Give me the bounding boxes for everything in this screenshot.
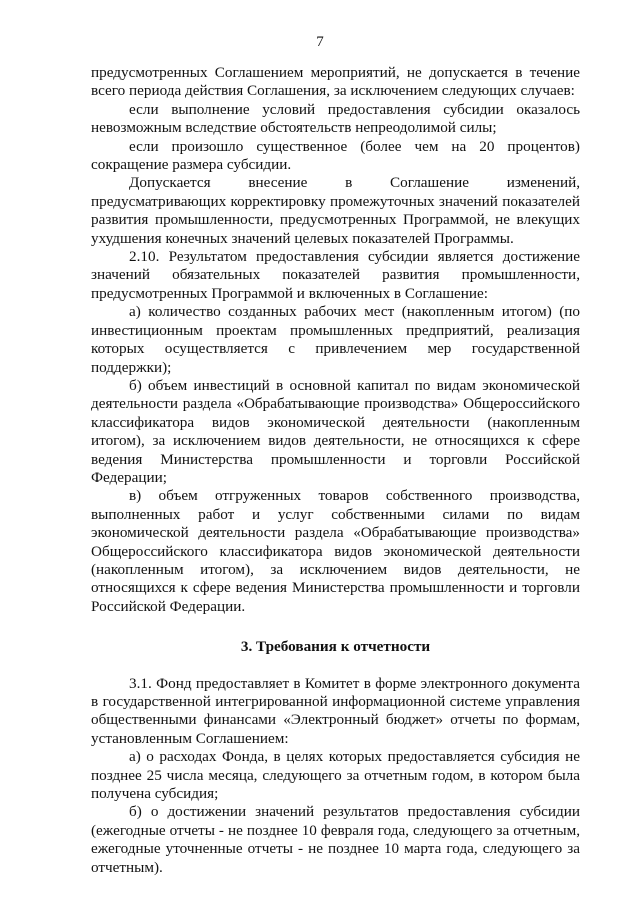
page-number: 7 xyxy=(316,34,324,50)
paragraph-2-10-b: б) объем инвестиций в основной капитал по видам экономической деятельности раздела «Обрабатывающие производства» Общероссийского классификатора видов экономической деятельности (накопленным итогом), за исключением видов деятельности, не относящихся к сфере ведения Министерства промышленности и торговли Российской Федерации; xyxy=(91,376,580,486)
paragraph-3-1-a: а) о расходах Фонда, в целях которых предоставляется субсидия не позднее 25 числа месяца, следующего за отчетным годом, в котором была получена субсидия; xyxy=(91,748,580,803)
section-heading: 3. Требования к отчетности xyxy=(240,638,431,656)
paragraph-exception-force-majeure: если выполнение условий предоставления субсидии оказалось невозможным вследствие обстоятельств непреодолимой силы; xyxy=(91,100,580,137)
paragraph-2-10-a: а) количество созданных рабочих мест (накопленным итогом) (по инвестиционным проектам промышленных предприятий, реализация которых осуществляется с привлечением мер государственной поддержки); xyxy=(91,303,580,376)
paragraph-3-1-b: б) о достижении значений результатов предоставления субсидии (ежегодные отчеты - не позднее 10 февраля года, следующего за отчетным, ежегодные уточненные отчеты - не позднее 10 марта года, следующего за отчетным). xyxy=(91,803,580,876)
paragraph-amendments: Допускается внесение в Соглашение изменений, предусматривающих корректировку промежуточных значений показателей развития промышленности, предусмотренных Программой, не влекущих ухудшения конечных значений целевых показателей Программы. xyxy=(91,174,580,247)
paragraph-exception-reduction: если произошло существенное (более чем на 20 процентов) сокращение размера субсидии. xyxy=(91,137,580,174)
paragraph-2-10-v: в) объем отгруженных товаров собственного производства, выполненных работ и услуг собственными силами по видам экономической деятельности раздела «Обрабатывающие производства» Общероссийского классификатора видов экономической деятельности (накопленным итогом), за исключением видов деятельности, не относящихся к сфере ведения Министерства промышленности и торговли Российской Федерации. xyxy=(91,487,580,615)
spacer xyxy=(91,657,580,675)
paragraph-2-10: 2.10. Результатом предоставления субсидии является достижение значений обязательных показателей развития промышленности, предусмотренных Программой и включенных в Соглашение: xyxy=(91,248,580,302)
paragraph-continuation: предусмотренных Соглашением мероприятий, не допускается в течение всего периода действия Соглашения, за исключением следующих случаев: xyxy=(91,64,580,100)
document-body xyxy=(91,64,580,877)
spacer xyxy=(91,616,580,638)
paragraph-3-1: 3.1. Фонд предоставляет в Комитет в форме электронного документа в государственной интегрированной информационной системе управления общественными финансами «Электронный бюджет» отчеты по формам, установленным Соглашением: xyxy=(91,674,580,747)
